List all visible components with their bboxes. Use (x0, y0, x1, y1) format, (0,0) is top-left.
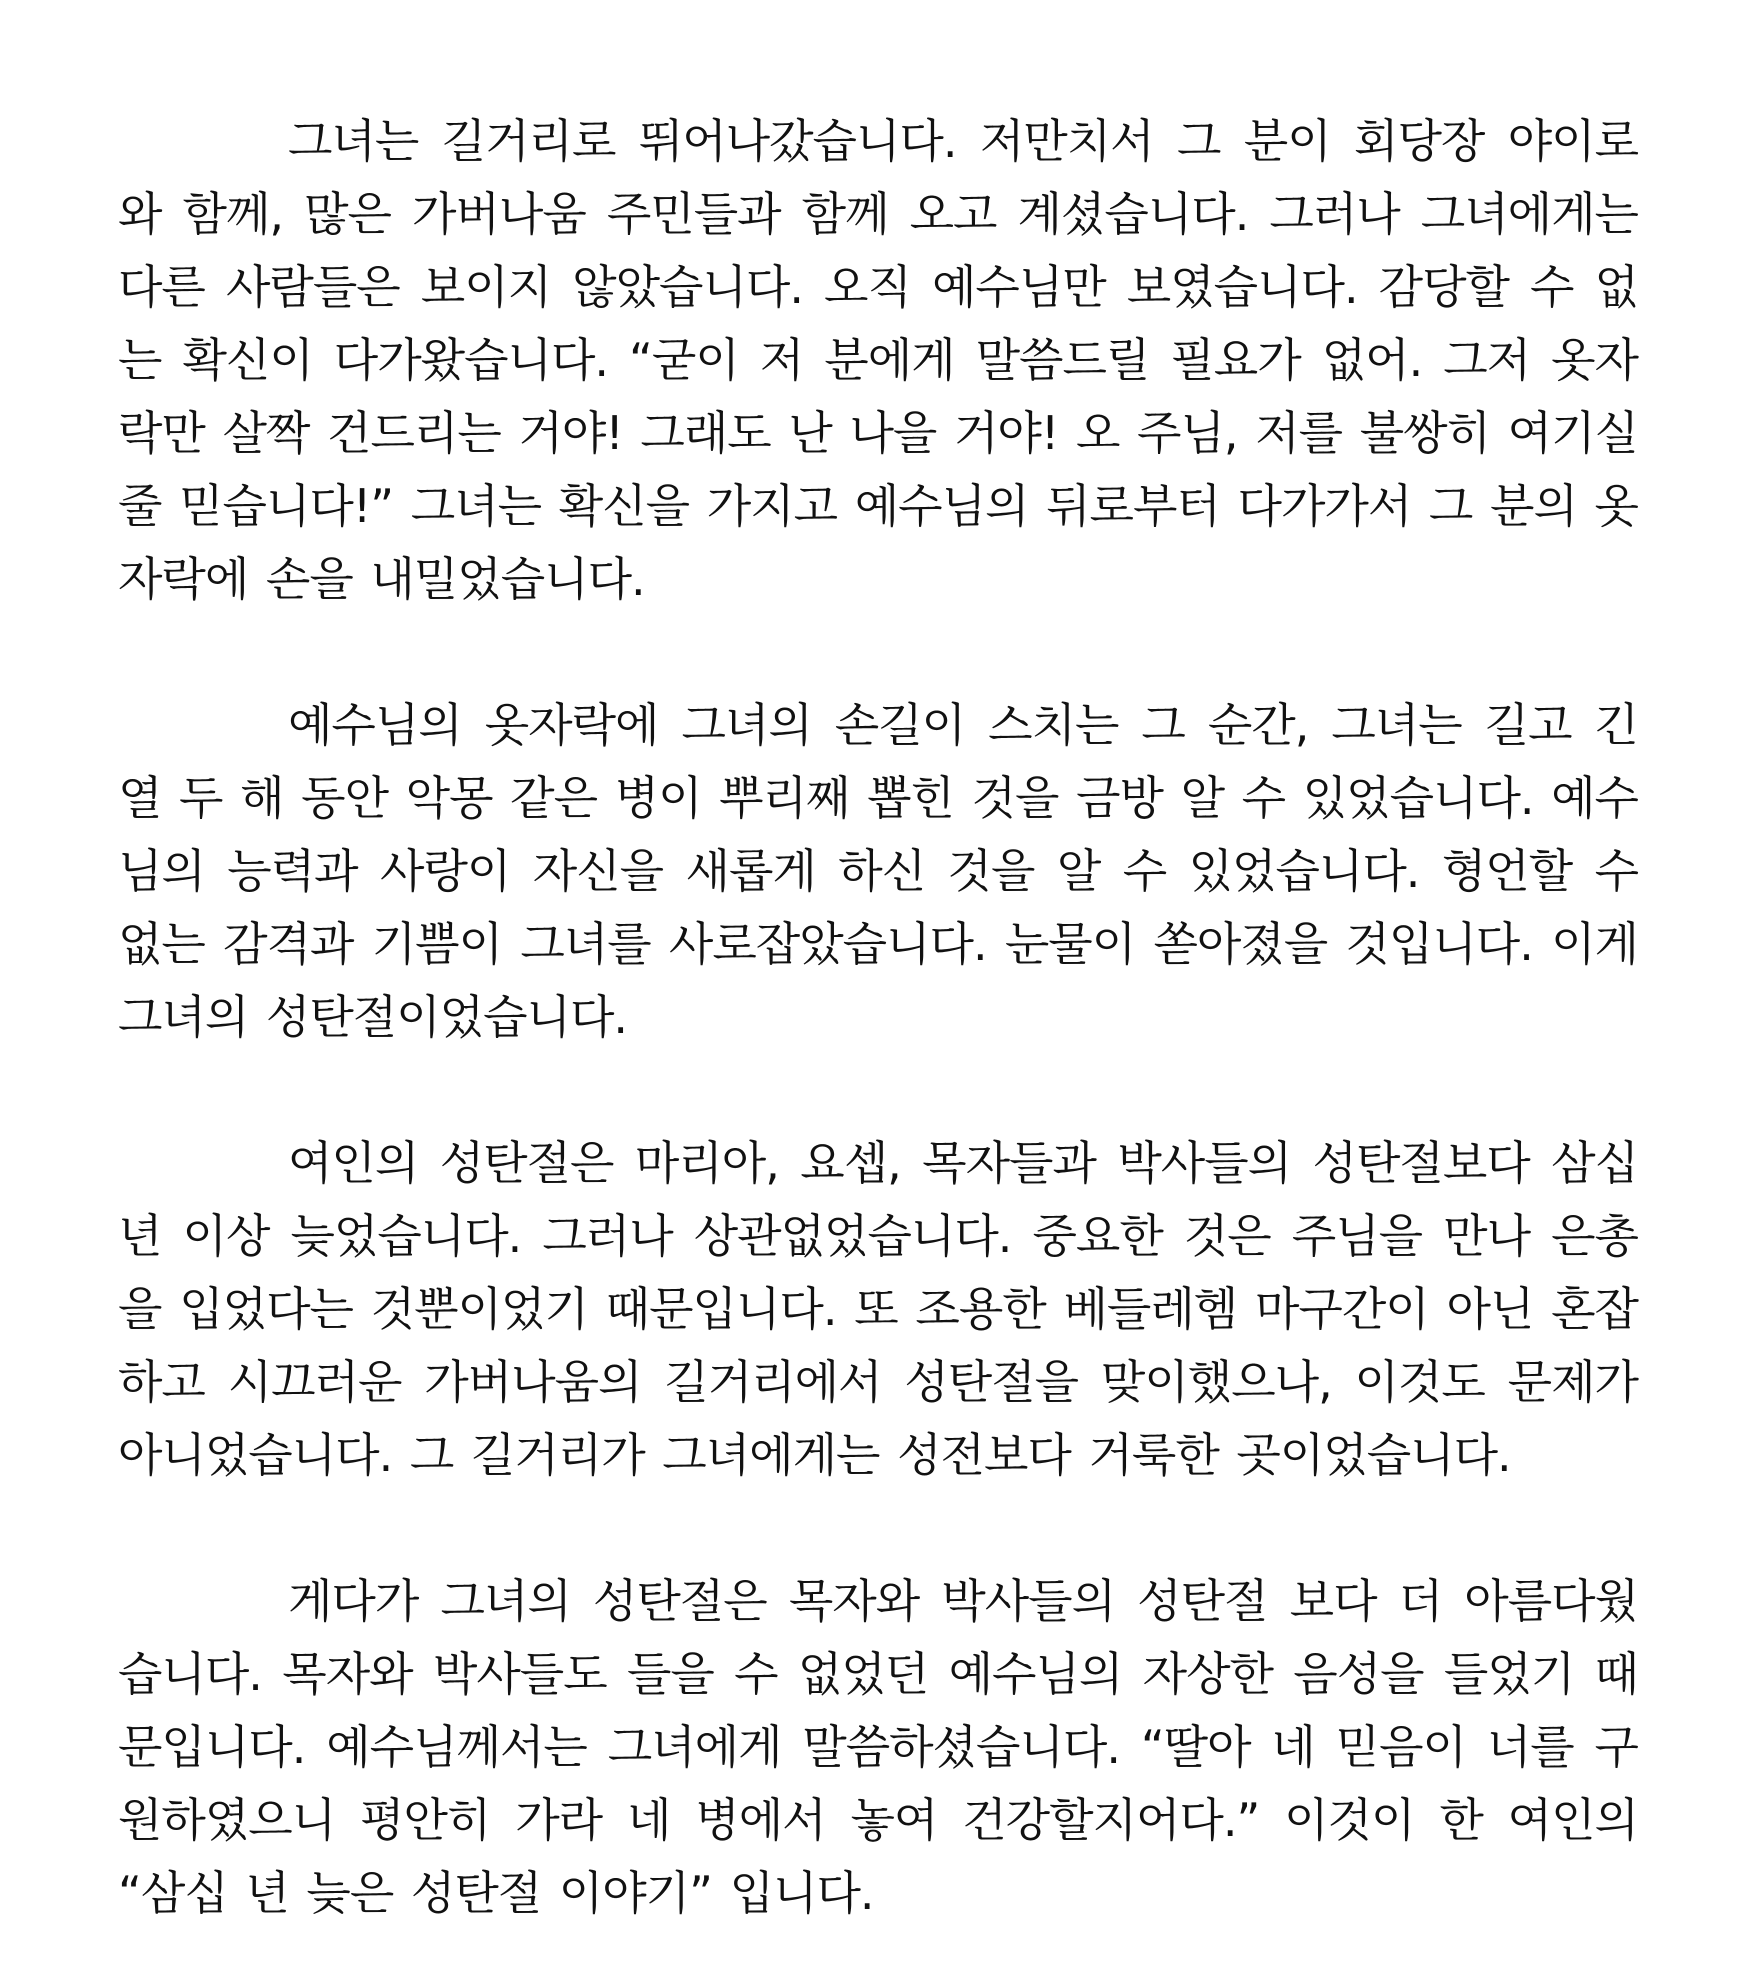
paragraph-4: 게다가 그녀의 성탄절은 목자와 박사들의 성탄절 보다 더 아름다웠습니다. 목자와 박사들도 들을 수 없었던 예수님의 자상한 음성을 들었기 때문입니다. 예수님께서는 그녀에게 말씀하셨습니다. “딸아 네 믿음이 너를 구원하였으니 평안히 가라 네 병에서 놓여 건강할지어다.” 이것이 한 여인의 “삼십 년 늦은 성탄절 이야기” 입니다. (118, 1574, 1638, 1920)
paragraph-2: 예수님의 옷자락에 그녀의 손길이 스치는 그 순간, 그녀는 길고 긴 열 두 해 동안 악몽 같은 병이 뿌리째 뽑힌 것을 금방 알 수 있었습니다. 예수님의 능력과 사랑이 자신을 새롭게 하신 것을 알 수 있었습니다. 형언할 수 없는 감격과 기쁨이 그녀를 사로잡았습니다. 눈물이 쏟아졌을 것입니다. 이게 그녀의 성탄절이었습니다. (118, 698, 1638, 1044)
document-page (118, 105, 1638, 1930)
paragraph-3: 여인의 성탄절은 마리아, 요셉, 목자들과 박사들의 성탄절보다 삼십 년 이상 늦었습니다. 그러나 상관없었습니다. 중요한 것은 주님을 만나 은총을 입었다는 것뿐이었기 때문입니다. 또 조용한 베들레헴 마구간이 아닌 혼잡하고 시끄러운 가버나움의 길거리에서 성탄절을 맞이했으나, 이것도 문제가 아니었습니다. 그 길거리가 그녀에게는 성전보다 거룩한 곳이었습니다. (118, 1136, 1638, 1482)
paragraph-1: 그녀는 길거리로 뛰어나갔습니다. 저만치서 그 분이 회당장 야이로와 함께, 많은 가버나움 주민들과 함께 오고 계셨습니다. 그러나 그녀에게는 다른 사람들은 보이지 않았습니다. 오직 예수님만 보였습니다. 감당할 수 없는 확신이 다가왔습니다. “굳이 저 분에게 말씀드릴 필요가 없어. 그저 옷자락만 살짝 건드리는 거야! 그래도 난 나을 거야! 오 주님, 저를 불쌍히 여기실 줄 믿습니다!” 그녀는 확신을 가지고 예수님의 뒤로부터 다가가서 그 분의 옷자락에 손을 내밀었습니다. (118, 114, 1638, 606)
